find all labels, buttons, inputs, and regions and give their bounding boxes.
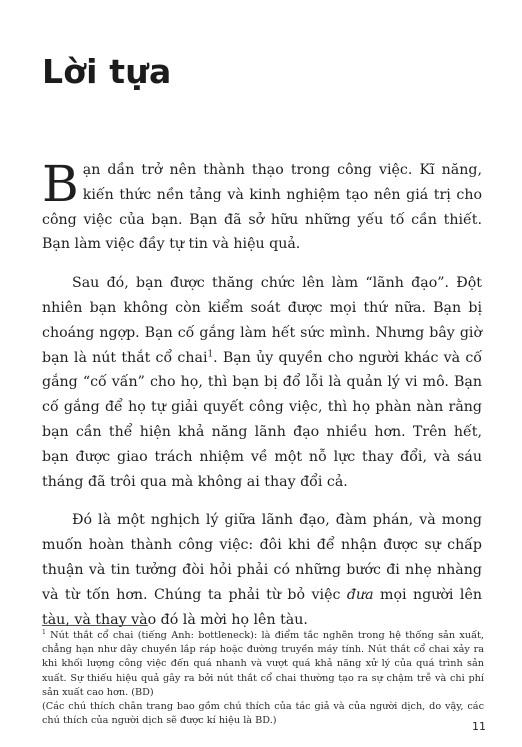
emphasis-word: đưa [346,586,374,603]
chapter-title: Lời tựa [42,52,172,91]
paragraph-3-text-b: mọi người lên tàu, và thay vào đó là mời họ lên tàu. [42,586,482,628]
paragraph-3-text-a: Đó là một nghịch lý giữa lãnh đạo, đàm phán, và mong muốn hoàn thành công việc: đôi khi để nhận được sự chấp thuận và tin tưởng đòi hỏi phải có những bước đi nhẹ nhàng và từ tốn hơn. Chúng ta phải từ bỏ việc [42,512,482,603]
body-text [42,155,482,646]
paragraph-2-text-a: Sau đó, bạn được thăng chức lên làm “lãnh đạo”. Đột nhiên bạn không còn kiểm soát được mọi thứ nữa. Bạn bị choáng ngợp. Bạn cố gắng làm hết sức mình. Nhưng bây giờ bạn là nút thắt cổ chai [42,275,482,366]
footnote-reference: 1 [207,348,214,359]
page-number: 11 [472,720,486,733]
footnote-text: Nút thắt cổ chai (tiếng Anh: bottleneck): là điểm tắc nghẽn trong hệ thống sản xuất, chẳng hạn như dây chuyền lắp ráp hoặc đường truyền máy tính. Nút thắt cổ chai xảy ra khi khối lượng công việc đến quá nhanh và vượt quá khả năng xử lý của quá trình sản xuất. Sự thiếu hiệu quả gây ra bởi nút thắt cổ chai thường tạo ra sự chậm trễ và chi phí sản xuất cao hơn. (BD) [42,630,484,698]
footnote [42,629,484,728]
paragraph-2 [42,271,482,494]
paragraph-1-text: ạn dần trở nên thành thạo trong công việc. Kĩ năng, kiến thức nền tảng và kinh nghiệm tạo nên giá trị cho công việc của bạn. Bạn đã sở hữu những yếu tố cần thiết. Bạn làm việc đầy tự tin và hiệu quả. [42,162,482,253]
footnote-note: (Các chú thích chân trang bao gồm chú thích của tác giả và của người dịch, do vậy, các chú thích của người dịch sẽ được kí hiệu là BD.) [42,701,484,727]
paragraph-3 [42,508,482,632]
footnote-main [42,629,484,700]
paragraph-2-text-b: . Bạn ủy quyền cho người khác và cố gắng “cố vấn” cho họ, thì bạn bị đổ lỗi là quản lý vi mô. Bạn cố gắng để họ tự giải quyết công việc, thì họ phàn nàn rằng bạn cần thể hiện khả năng lãnh đạo nhiều hơn. Trên hết, bạn được giao trách nhiệm về một nỗ lực thay đổi, và sáu tháng đã trôi qua mà không ai thay đổi cả. [42,349,482,490]
drop-cap: B [42,155,79,213]
footnote-number: 1 [42,628,46,636]
paragraph-1 [42,155,482,257]
footnote-divider [42,625,148,626]
